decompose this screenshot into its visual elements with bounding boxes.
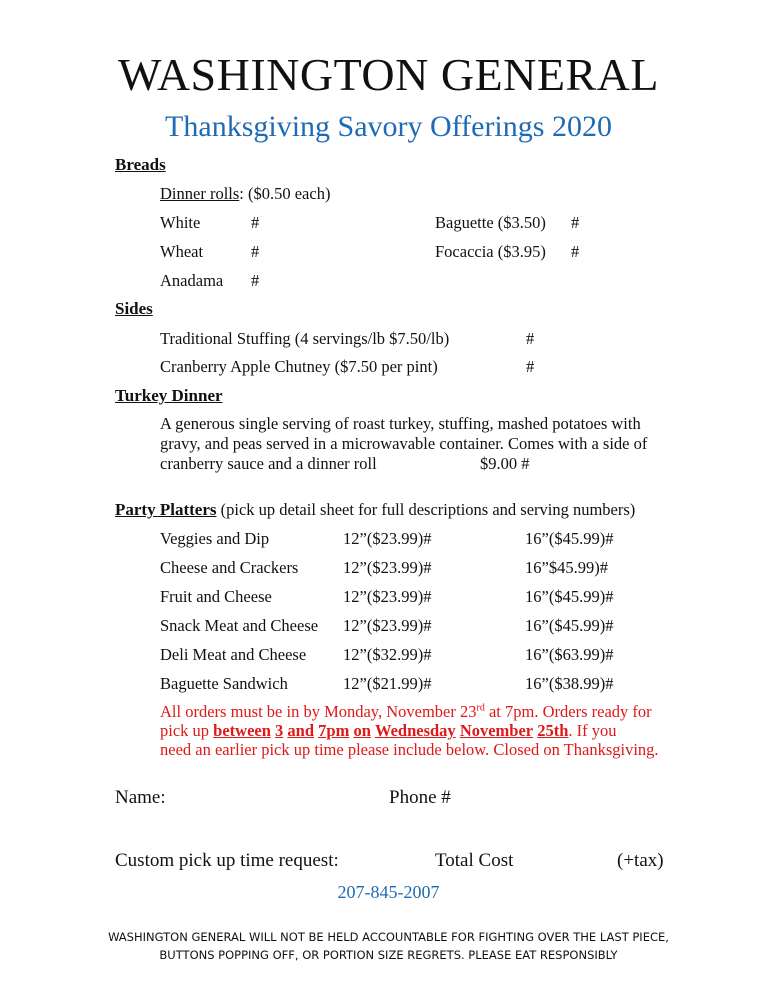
pickup-between: between — [213, 721, 271, 740]
pickup-weekday: Wednesday — [375, 721, 456, 740]
bread-item-name: Focaccia ($3.95) — [435, 242, 546, 261]
deadline-text: All orders must be in by Monday, November 23 — [160, 702, 477, 721]
turkey-price: $9.00 # — [480, 454, 530, 473]
pickup-on: on — [353, 721, 371, 740]
total-cost-label: Total Cost — [435, 850, 514, 871]
disclaimer-line-2: BUTTONS POPPING OFF, OR PORTION SIZE REGRETS. PLEASE EAT RESPONSIBLY — [159, 948, 618, 962]
platter-small-price: 12”($32.99)# — [343, 645, 432, 664]
pickup-end-hour: 7pm — [318, 721, 350, 740]
platter-small-price: 12”($23.99)# — [343, 558, 432, 577]
pickup-tail: . If you — [568, 721, 617, 740]
bread-item-mark: # — [251, 271, 260, 290]
disclaimer — [0, 928, 777, 964]
party-platters-header — [115, 500, 635, 520]
platter-large-price: 16”$45.99)# — [525, 558, 608, 577]
side-item-mark: # — [526, 329, 535, 348]
party-platters-note: (pick up detail sheet for full descriptions and serving numbers) — [216, 500, 636, 519]
pickup-time-label: Custom pick up time request: — [115, 850, 339, 871]
turkey-desc-line-1: A generous single serving of roast turkey, stuffing, mashed potatoes with — [160, 414, 641, 433]
bread-item-name: Anadama — [160, 271, 224, 290]
deadline-sup: rd — [476, 702, 485, 714]
section-heading-sides: Sides — [115, 299, 153, 318]
bread-item-mark: # — [571, 213, 580, 232]
platter-large-price: 16”($45.99)# — [525, 616, 614, 635]
platter-small-price: 12”($21.99)# — [343, 674, 432, 693]
section-heading-party-platters: Party Platters — [115, 500, 217, 519]
pickup-start-hour: 3 — [275, 721, 284, 740]
turkey-desc-line-3: cranberry sauce and a dinner roll — [160, 454, 377, 473]
platter-name: Veggies and Dip — [160, 529, 270, 548]
bread-item-name: Wheat — [160, 242, 204, 261]
platter-name: Snack Meat and Cheese — [160, 616, 319, 635]
bread-item-mark: # — [251, 242, 260, 261]
name-label: Name: — [115, 787, 166, 808]
platter-large-price: 16”($45.99)# — [525, 587, 614, 606]
platter-name: Baguette Sandwich — [160, 674, 288, 693]
order-deadline-line-1 — [160, 702, 652, 722]
tax-label: (+tax) — [617, 850, 664, 871]
page-subtitle: Thanksgiving Savory Offerings 2020 — [165, 110, 612, 143]
bread-item-mark: # — [251, 213, 260, 232]
bread-item-name: White — [160, 213, 201, 232]
platter-large-price: 16”($63.99)# — [525, 645, 614, 664]
platter-name: Cheese and Crackers — [160, 558, 299, 577]
platter-small-price: 12”($23.99)# — [343, 616, 432, 635]
section-heading-turkey-dinner: Turkey Dinner — [115, 386, 223, 405]
platter-large-price: 16”($45.99)# — [525, 529, 614, 548]
dinner-rolls-price: : ($0.50 each) — [239, 184, 331, 203]
pickup-day: 25th — [537, 721, 569, 740]
deadline-tail: at 7pm. Orders ready for — [484, 702, 652, 721]
platter-small-price: 12”($23.99)# — [343, 529, 432, 548]
side-item-name: Cranberry Apple Chutney ($7.50 per pint) — [160, 357, 438, 376]
page-title: WASHINGTON GENERAL — [118, 49, 659, 100]
contact-phone: 207-845-2007 — [337, 882, 440, 902]
platter-name: Deli Meat and Cheese — [160, 645, 307, 664]
pickup-and: and — [287, 721, 315, 740]
side-item-mark: # — [526, 357, 535, 376]
platter-name: Fruit and Cheese — [160, 587, 272, 606]
section-heading-breads: Breads — [115, 155, 166, 174]
phone-label: Phone # — [389, 787, 451, 808]
order-deadline-line-3: need an earlier pick up time please include below. Closed on Thanksgiving. — [160, 740, 659, 759]
bread-item-mark: # — [571, 242, 580, 261]
turkey-desc-line-2: gravy, and peas served in a microwavable container. Comes with a side of — [160, 434, 648, 453]
side-item-name: Traditional Stuffing (4 servings/lb $7.50/lb) — [160, 329, 450, 348]
dinner-rolls-label: Dinner rolls — [160, 184, 240, 203]
platter-large-price: 16”($38.99)# — [525, 674, 614, 693]
order-deadline-line-2 — [160, 721, 617, 741]
pickup-month: November — [459, 721, 534, 740]
bread-item-name: Baguette ($3.50) — [435, 213, 546, 232]
disclaimer-line-1: WASHINGTON GENERAL WILL NOT BE HELD ACCOUNTABLE FOR FIGHTING OVER THE LAST PIECE, — [108, 930, 669, 944]
platter-small-price: 12”($23.99)# — [343, 587, 432, 606]
pickup-prefix: pick up — [160, 721, 214, 740]
dinner-rolls-line — [160, 184, 330, 204]
